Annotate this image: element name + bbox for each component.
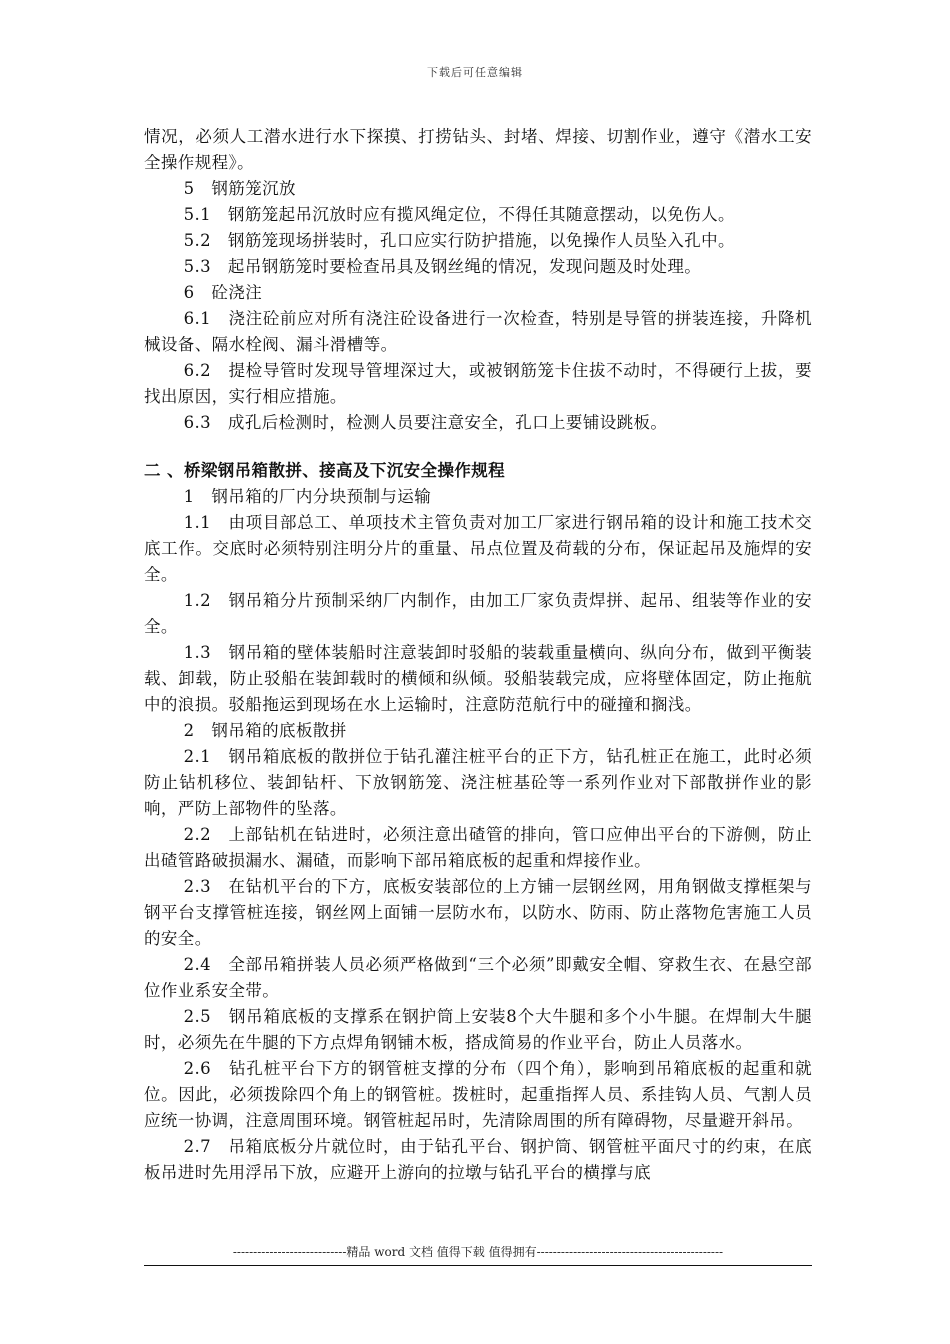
paragraph: 2.1 钢吊箱底板的散拼位于钻孔灌注桩平台的正下方，钻孔桩正在施工，此时必须防止钻机移位、装卸钻杆、下放钢筋笼、浇注桩基砼等一系列作业对下部散拼作业的影响，严防上部物件的坠落。 — [144, 747, 812, 818]
paragraph: 6.3 成孔后检测时，检测人员要注意安全，孔口上要铺设跳板。 — [183, 413, 668, 432]
paragraph: 2.6 钻孔桩平台下方的钢管桩支撑的分布（四个角），影响到吊箱底板的起重和就位。因此，必须拨除四个角上的钢管桩。拨桩时，起重指挥人员、系挂钩人员、气割人员应统一协调，注意周围环境。钢管桩起吊时，先清除周围的所有障碍物，尽量避开斜吊。 — [144, 1059, 812, 1130]
header-note: 下载后可任意编辑 — [427, 66, 523, 79]
paragraph: 2.4 全部吊箱拼装人员必须严格做到“三个必须”即戴安全帽、穿救生衣、在悬空部位作业系安全带。 — [144, 955, 812, 1000]
document-body — [144, 124, 812, 1186]
paragraph: 2.3 在钻机平台的下方，底板安装部位的上方铺一层钢丝网，用角钢做支撑框架与钢平台支撑管桩连接，钢丝网上面铺一层防水布，以防水、防雨、防止落物危害施工人员的安全。 — [144, 877, 812, 948]
paragraph: 1.2 钢吊箱分片预制采纳厂内制作，由加工厂家负责焊拼、起吊、组装等作业的安全。 — [144, 591, 812, 636]
section-heading: 二 、桥梁钢吊箱散拼、接高及下沉安全操作规程 — [144, 461, 506, 480]
footer-divider — [144, 1265, 812, 1266]
paragraph: 6.1 浇注砼前应对所有浇注砼设备进行一次检查，特别是导管的拼装连接，升降机械设备、隔水栓阀、漏斗滑槽等。 — [144, 309, 812, 354]
paragraph: 1 钢吊箱的厂内分块预制与运输 — [183, 487, 432, 506]
paragraph: 情况，必须人工潜水进行水下探摸、打捞钻头、封堵、焊接、切割作业，遵守《潜水工安全操作规程》。 — [144, 127, 812, 172]
paragraph: 2 钢吊箱的底板散拼 — [183, 721, 347, 740]
footer-banner: ----------------------------精品 word 文档 值得下载 值得拥有---------------------------------------------- — [232, 1245, 724, 1259]
paragraph: 5.2 钢筋笼现场拼装时，孔口应实行防护措施，以免操作人员坠入孔中。 — [183, 231, 735, 250]
paragraph: 2.5 钢吊箱底板的支撑系在钢护筒上安装8个大牛腿和多个小牛腿。在焊制大牛腿时，必须先在牛腿的下方点焊角钢铺木板，搭成简易的作业平台，防止人员落水。 — [144, 1007, 812, 1052]
paragraph: 2.2 上部钻机在钻进时，必须注意出碴管的排向，管口应伸出平台的下游侧，防止出碴管路破损漏水、漏碴，而影响下部吊箱底板的起重和焊接作业。 — [144, 825, 812, 870]
paragraph: 6.2 提检导管时发现导管埋深过大，或被钢筋笼卡住拔不动时，不得硬行上拔，要找出原因，实行相应措施。 — [144, 361, 812, 406]
paragraph: 1.3 钢吊箱的壁体装船时注意装卸时驳船的装载重量横向、纵向分布，做到平衡装载、卸载，防止驳船在装卸载时的横倾和纵倾。驳船装载完成，应将壁体固定，防止拖航中的浪损。驳船拖运到现场在水上运输时，注意防范航行中的碰撞和搁浅。 — [144, 643, 812, 714]
paragraph: 6 砼浇注 — [183, 283, 263, 302]
paragraph: 5.3 起吊钢筋笼时要检查吊具及钢丝绳的情况，发现问题及时处理。 — [183, 257, 702, 276]
paragraph: 1.1 由项目部总工、单项技术主管负责对加工厂家进行钢吊箱的设计和施工技术交底工作。交底时必须特别注明分片的重量、吊点位置及荷载的分布，保证起吊及施焊的安全。 — [144, 513, 812, 584]
paragraph: 5 钢筋笼沉放 — [183, 179, 296, 198]
paragraph: 5.1 钢筋笼起吊沉放时应有揽风绳定位，不得任其随意摆动，以免伤人。 — [183, 205, 735, 224]
paragraph: 2.7 吊箱底板分片就位时，由于钻孔平台、钢护筒、钢管桩平面尺寸的约束，在底板吊进时先用浮吊下放，应避开上游向的拉墩与钻孔平台的横撑与底 — [144, 1137, 812, 1182]
